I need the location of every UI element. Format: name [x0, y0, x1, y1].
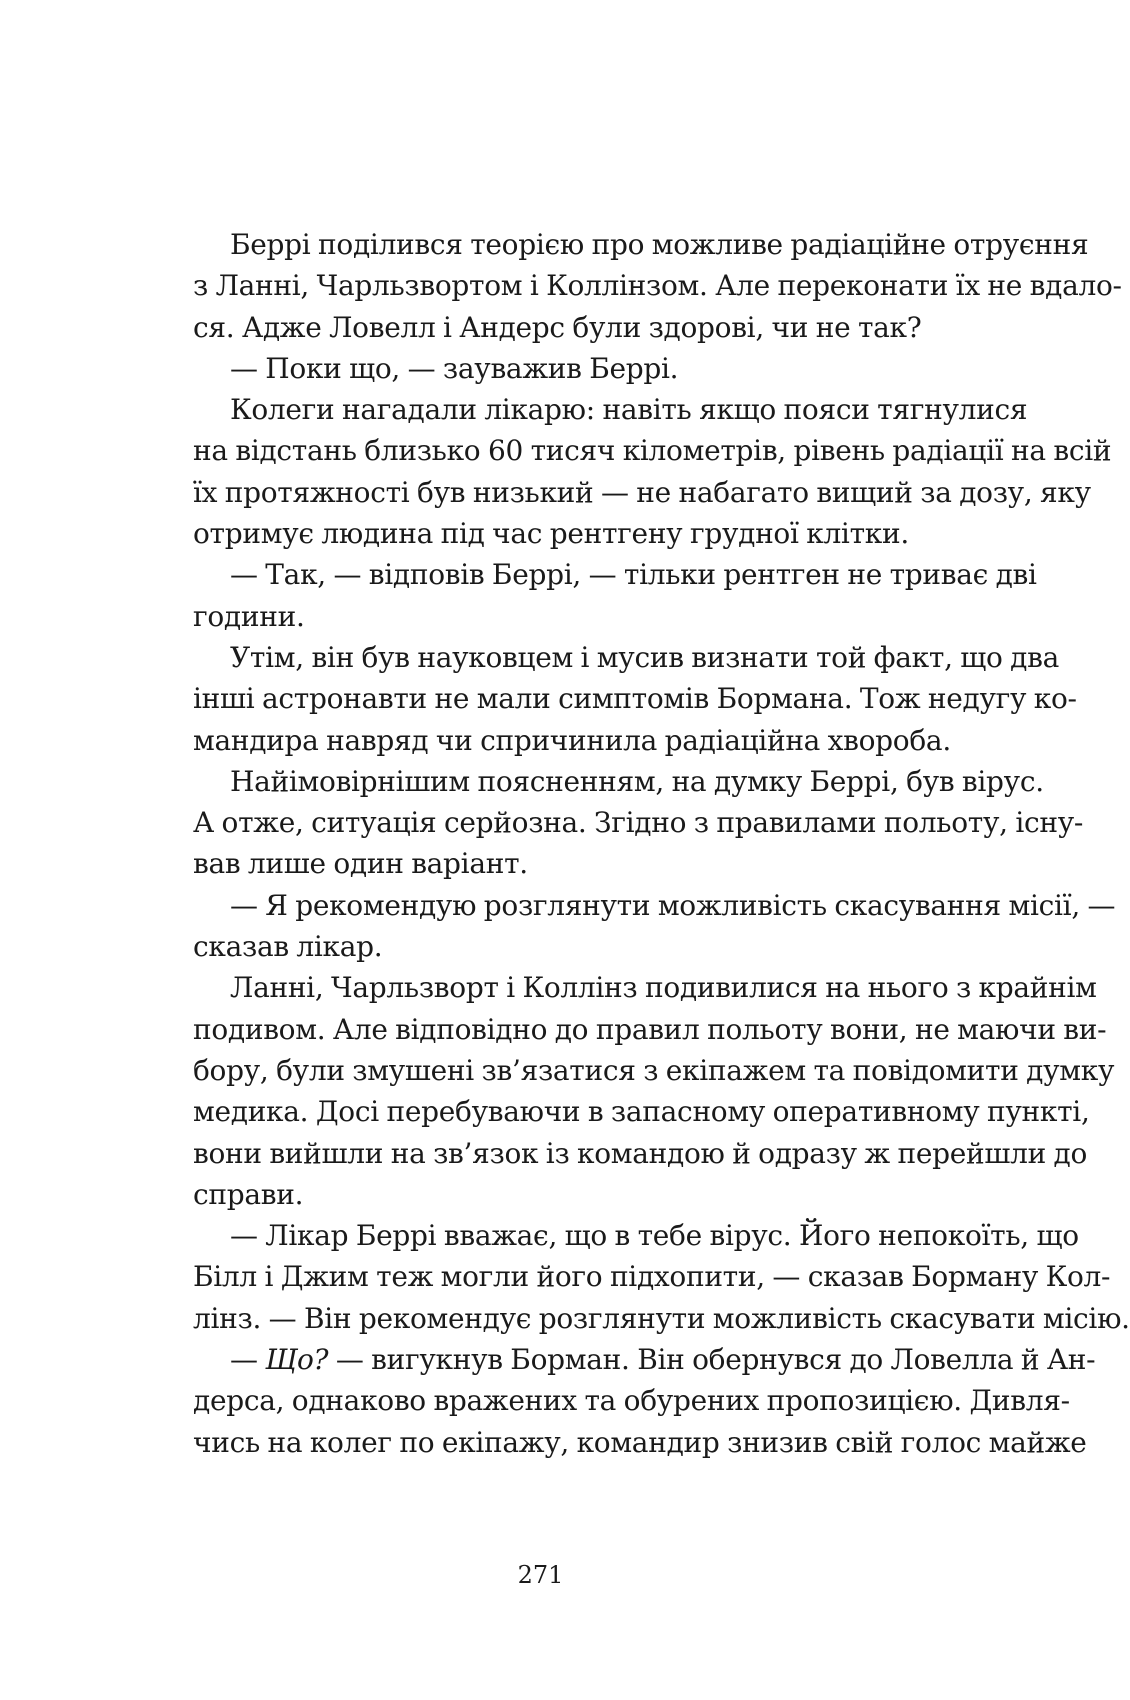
- text-line: лінз. — Він рекомендує розглянути можливість скасувати місію.: [193, 1301, 1130, 1335]
- text-line: вони вийшли на зв’язок із командою й одразу ж перейшли до: [193, 1136, 1088, 1170]
- paragraph: [193, 348, 952, 389]
- text-line: отримує людина під час рентгену грудної клітки.: [193, 517, 909, 551]
- text-line: медика. Досі перебуваючи в запасному оперативному пункті,: [193, 1095, 1090, 1129]
- text-line: А отже, ситуація серйозна. Згідно з правилами польоту, існу-: [193, 806, 1084, 840]
- text-line: з Ланні, Чарльзвортом і Коллінзом. Але переконати їх не вдало-: [193, 269, 1122, 303]
- text-line: Утім, він був науковцем і мусив визнати той факт, що два: [230, 640, 1059, 674]
- text-line: — Що? — вигукнув Борман. Він обернувся до Ловелла й Ан-: [230, 1343, 1096, 1377]
- text-line: сказав лікар.: [193, 930, 383, 964]
- text-line: інші астронавти не мали симптомів Бормана. Тож недугу ко-: [193, 682, 1077, 716]
- paragraph: [193, 885, 1116, 968]
- text-block: [193, 224, 1130, 1463]
- paragraph: [193, 1215, 1130, 1339]
- text-line: їх протяжності був низький — не набагато вищий за дозу, яку: [193, 475, 1091, 509]
- text-line: на відстань близько 60 тисяч кілометрів, рівень радіації на всій: [193, 434, 1112, 468]
- text-line: Найімовірнішим поясненням, на думку Беррі, був вірус.: [230, 764, 1044, 798]
- text-line: подивом. Але відповідно до правил польоту вони, не маючи ви-: [193, 1012, 1107, 1046]
- text-line: години.: [193, 599, 305, 633]
- text-line: — Поки що, — зауважив Беррі.: [230, 351, 679, 385]
- paragraph: [193, 224, 1122, 348]
- emphasized-word: Що?: [265, 1343, 329, 1377]
- paragraph: [193, 967, 1115, 1215]
- page-body: [193, 224, 1130, 1463]
- paragraph: [193, 761, 1084, 885]
- text-line: — Так, — відповів Беррі, — тільки рентген не триває дві: [230, 558, 1037, 592]
- text-line: Білл і Джим теж могли його підхопити, — сказав Борману Кол-: [193, 1260, 1111, 1294]
- paragraph: [193, 554, 1037, 637]
- text-line: бору, були змушені зв’язатися з екіпажем та повідомити думку: [193, 1053, 1115, 1087]
- text-line: — Лікар Беррі вважає, що в тебе вірус. Його непокоїть, що: [230, 1219, 1079, 1253]
- page-number: 271: [517, 1561, 564, 1589]
- text-line: дерса, однаково вражених та обурених пропозицією. Дивля-: [193, 1384, 1070, 1418]
- text-line: Беррі поділився теорією про можливе радіаційне отруєння: [230, 228, 1089, 261]
- text-line: ся. Адже Ловелл і Андерс були здорові, чи не так?: [193, 310, 922, 344]
- paragraph: [193, 637, 1077, 761]
- paragraph: [193, 389, 1112, 554]
- paragraph: [193, 1339, 1096, 1463]
- text-line: мандира навряд чи спричинила радіаційна хвороба.: [193, 723, 951, 757]
- text-line: Ланні, Чарльзворт і Коллінз подивилися на нього з крайнім: [230, 971, 1097, 1005]
- text-line: — Я рекомендую розглянути можливість скасування місії, —: [230, 888, 1116, 922]
- text-line: Колеги нагадали лікарю: навіть якщо пояси тягнулися: [230, 393, 1028, 427]
- text-line: вав лише один варіант.: [193, 847, 528, 881]
- text-line: справи.: [193, 1177, 304, 1211]
- text-line: чись на колег по екіпажу, командир знизив свій голос майже: [193, 1425, 1087, 1459]
